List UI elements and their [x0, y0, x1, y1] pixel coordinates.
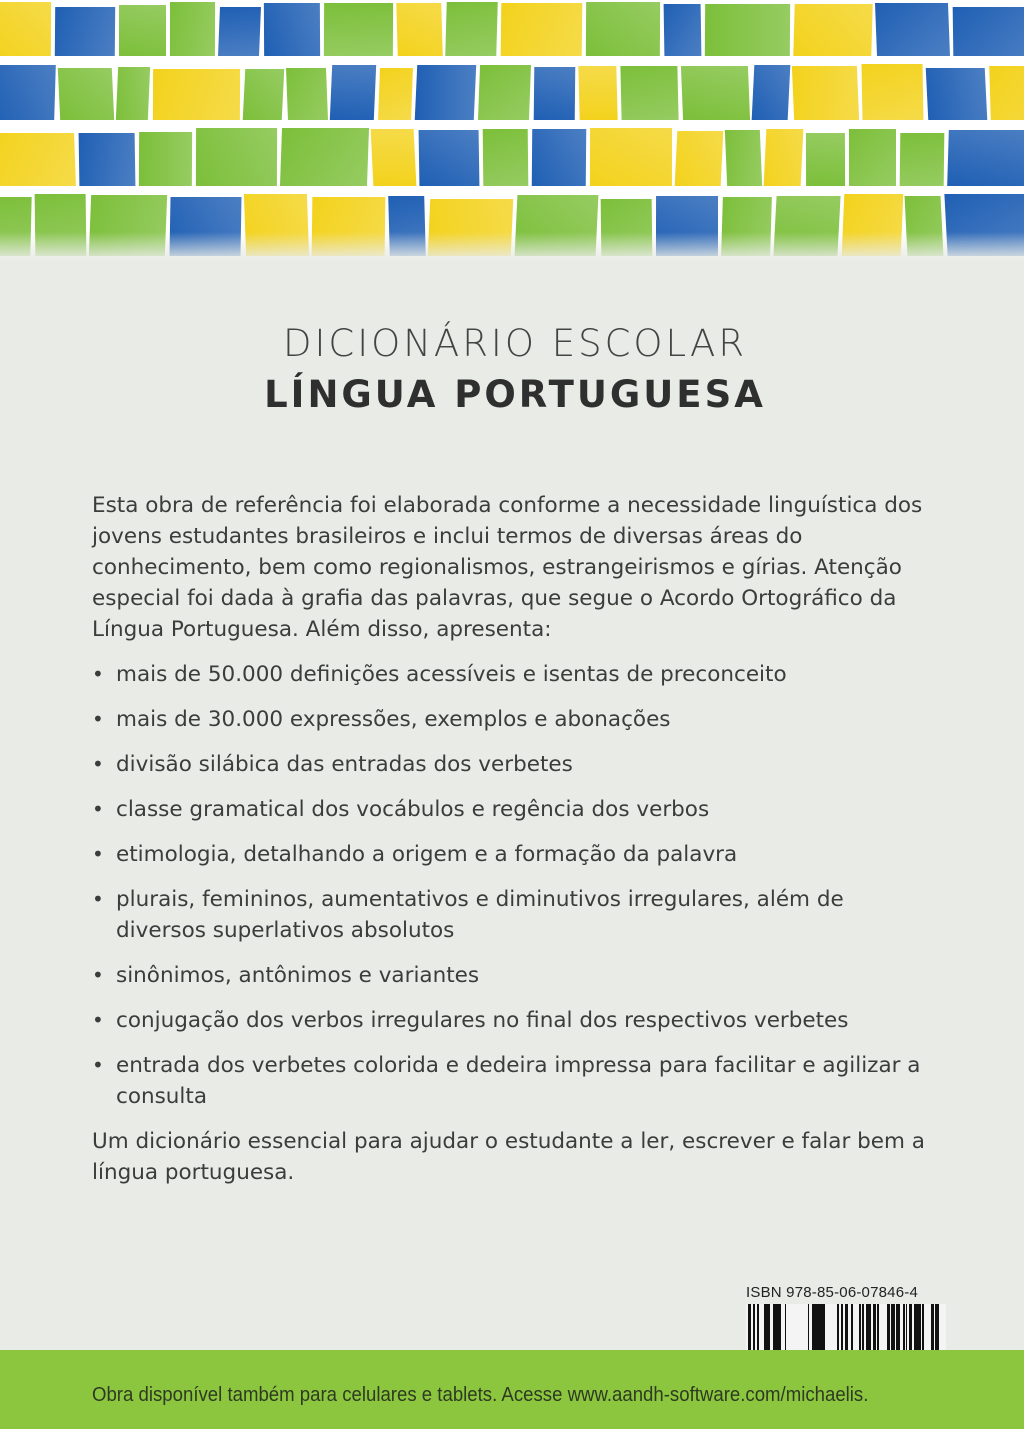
- mosaic-tile: [79, 133, 136, 186]
- mosaic-tile: [900, 133, 945, 186]
- feature-item: • classe gramatical dos vocábulos e regência dos verbos: [92, 794, 932, 825]
- mosaic-tile: [664, 4, 702, 56]
- mosaic-tile: [578, 66, 617, 120]
- mosaic-tile: [806, 133, 845, 186]
- mosaic-tile: [483, 129, 529, 186]
- mosaic-tile: [875, 3, 950, 56]
- mosaic-tile: [153, 69, 240, 120]
- description: [92, 490, 932, 1188]
- mosaic-tile: [286, 68, 328, 120]
- mosaic-tile: [705, 4, 790, 56]
- closing-paragraph: Um dicionário essencial para ajudar o estudante a ler, escrever e falar bem a língua portuguesa.: [92, 1129, 925, 1185]
- mosaic-tile: [752, 65, 791, 120]
- feature-item: • conjugação dos verbos irregulares no final dos respectivos verbetes: [92, 1005, 932, 1036]
- mosaic-tile: [849, 129, 896, 186]
- footer-text: Obra disponível também para celulares e tablets. Acesse www.aandh-software.com/michaelis.: [92, 1384, 869, 1406]
- barcode: [746, 1304, 946, 1356]
- feature-item: • etimologia, detalhando a origem e a formação da palavra: [92, 839, 932, 870]
- mosaic-tile: [264, 3, 320, 56]
- mosaic-tile: [947, 130, 1024, 186]
- mosaic-tile: [324, 3, 393, 56]
- mosaic-tile: [532, 129, 586, 186]
- mosaic-tile: [478, 65, 531, 120]
- mosaic-pattern: [0, 0, 1024, 262]
- mosaic-tile: [989, 66, 1024, 120]
- mosaic-tile: [243, 69, 285, 120]
- feature-list: [92, 659, 932, 1112]
- mosaic-tile: [534, 67, 576, 120]
- mosaic-tile: [330, 65, 376, 120]
- mosaic-tile: [378, 68, 413, 120]
- mosaic-tile: [0, 65, 56, 120]
- mosaic-tile: [419, 130, 480, 186]
- mosaic-tile: [445, 2, 498, 56]
- mosaic-tile: [55, 7, 115, 56]
- mosaic-tile: [620, 66, 678, 120]
- mosaic-tile: [764, 129, 804, 186]
- mosaic-tile: [793, 4, 872, 56]
- intro-paragraph: Esta obra de referência foi elaborada conforme a necessidade linguística dos jovens estudantes brasileiros e inclui termos de diversas áreas do conhecimento, bem como regionalismos, estrangeirismos e gírias. Atenção especial foi dada à grafia das palavras, que segue o Acordo Ortográfico da Língua Portuguesa. Além disso, apresenta:: [92, 493, 923, 642]
- mosaic-tile: [926, 68, 988, 120]
- mosaic-tile: [501, 3, 583, 56]
- mosaic-tile: [119, 5, 166, 56]
- mosaic-tile: [725, 130, 762, 186]
- mosaic-tile: [280, 128, 369, 186]
- feature-item: • mais de 30.000 expressões, exemplos e abonações: [92, 704, 932, 735]
- title-line-2: LÍNGUA PORTUGUESA: [264, 373, 766, 416]
- mosaic-tile: [590, 128, 672, 186]
- mosaic-tile: [58, 68, 114, 120]
- title-line-1: DICIONÁRIO ESCOLAR: [282, 322, 748, 365]
- mosaic-tile: [139, 132, 192, 186]
- mosaic-tile: [170, 2, 215, 56]
- mosaic-fade: [0, 232, 1024, 262]
- mosaic-tile: [675, 131, 724, 186]
- feature-item: • divisão silábica das entradas dos verbetes: [92, 749, 932, 780]
- feature-item: • plurais, femininos, aumentativos e diminutivos irregulares, além de diversos superlativos absolutos: [92, 884, 932, 946]
- isbn-block: [746, 1284, 946, 1356]
- mosaic-tile: [371, 129, 417, 186]
- mosaic-tile: [116, 67, 150, 120]
- footer-band: [0, 1350, 1024, 1429]
- mosaic-tile: [415, 65, 476, 120]
- feature-item: • entrada dos verbetes colorida e dedeira impressa para facilitar e agilizar a consulta: [92, 1050, 932, 1112]
- isbn-number: ISBN 978-85-06-07846-4: [746, 1284, 919, 1301]
- mosaic-tile: [681, 66, 750, 120]
- mosaic-tile: [862, 64, 924, 120]
- mosaic-tile: [0, 133, 76, 186]
- mosaic-tile: [586, 2, 660, 56]
- mosaic-tile: [196, 128, 277, 186]
- barcode-bar: [941, 1304, 942, 1356]
- mosaic-tile: [396, 3, 442, 56]
- feature-item: • mais de 50.000 definições acessíveis e isentas de preconceito: [92, 659, 932, 690]
- mosaic-tile: [953, 7, 1024, 56]
- mosaic-tile: [0, 2, 51, 56]
- mosaic-tile: [792, 66, 859, 120]
- feature-item: • sinônimos, antônimos e variantes: [92, 960, 932, 991]
- mosaic-tile: [218, 7, 261, 56]
- title-block: [0, 322, 1024, 416]
